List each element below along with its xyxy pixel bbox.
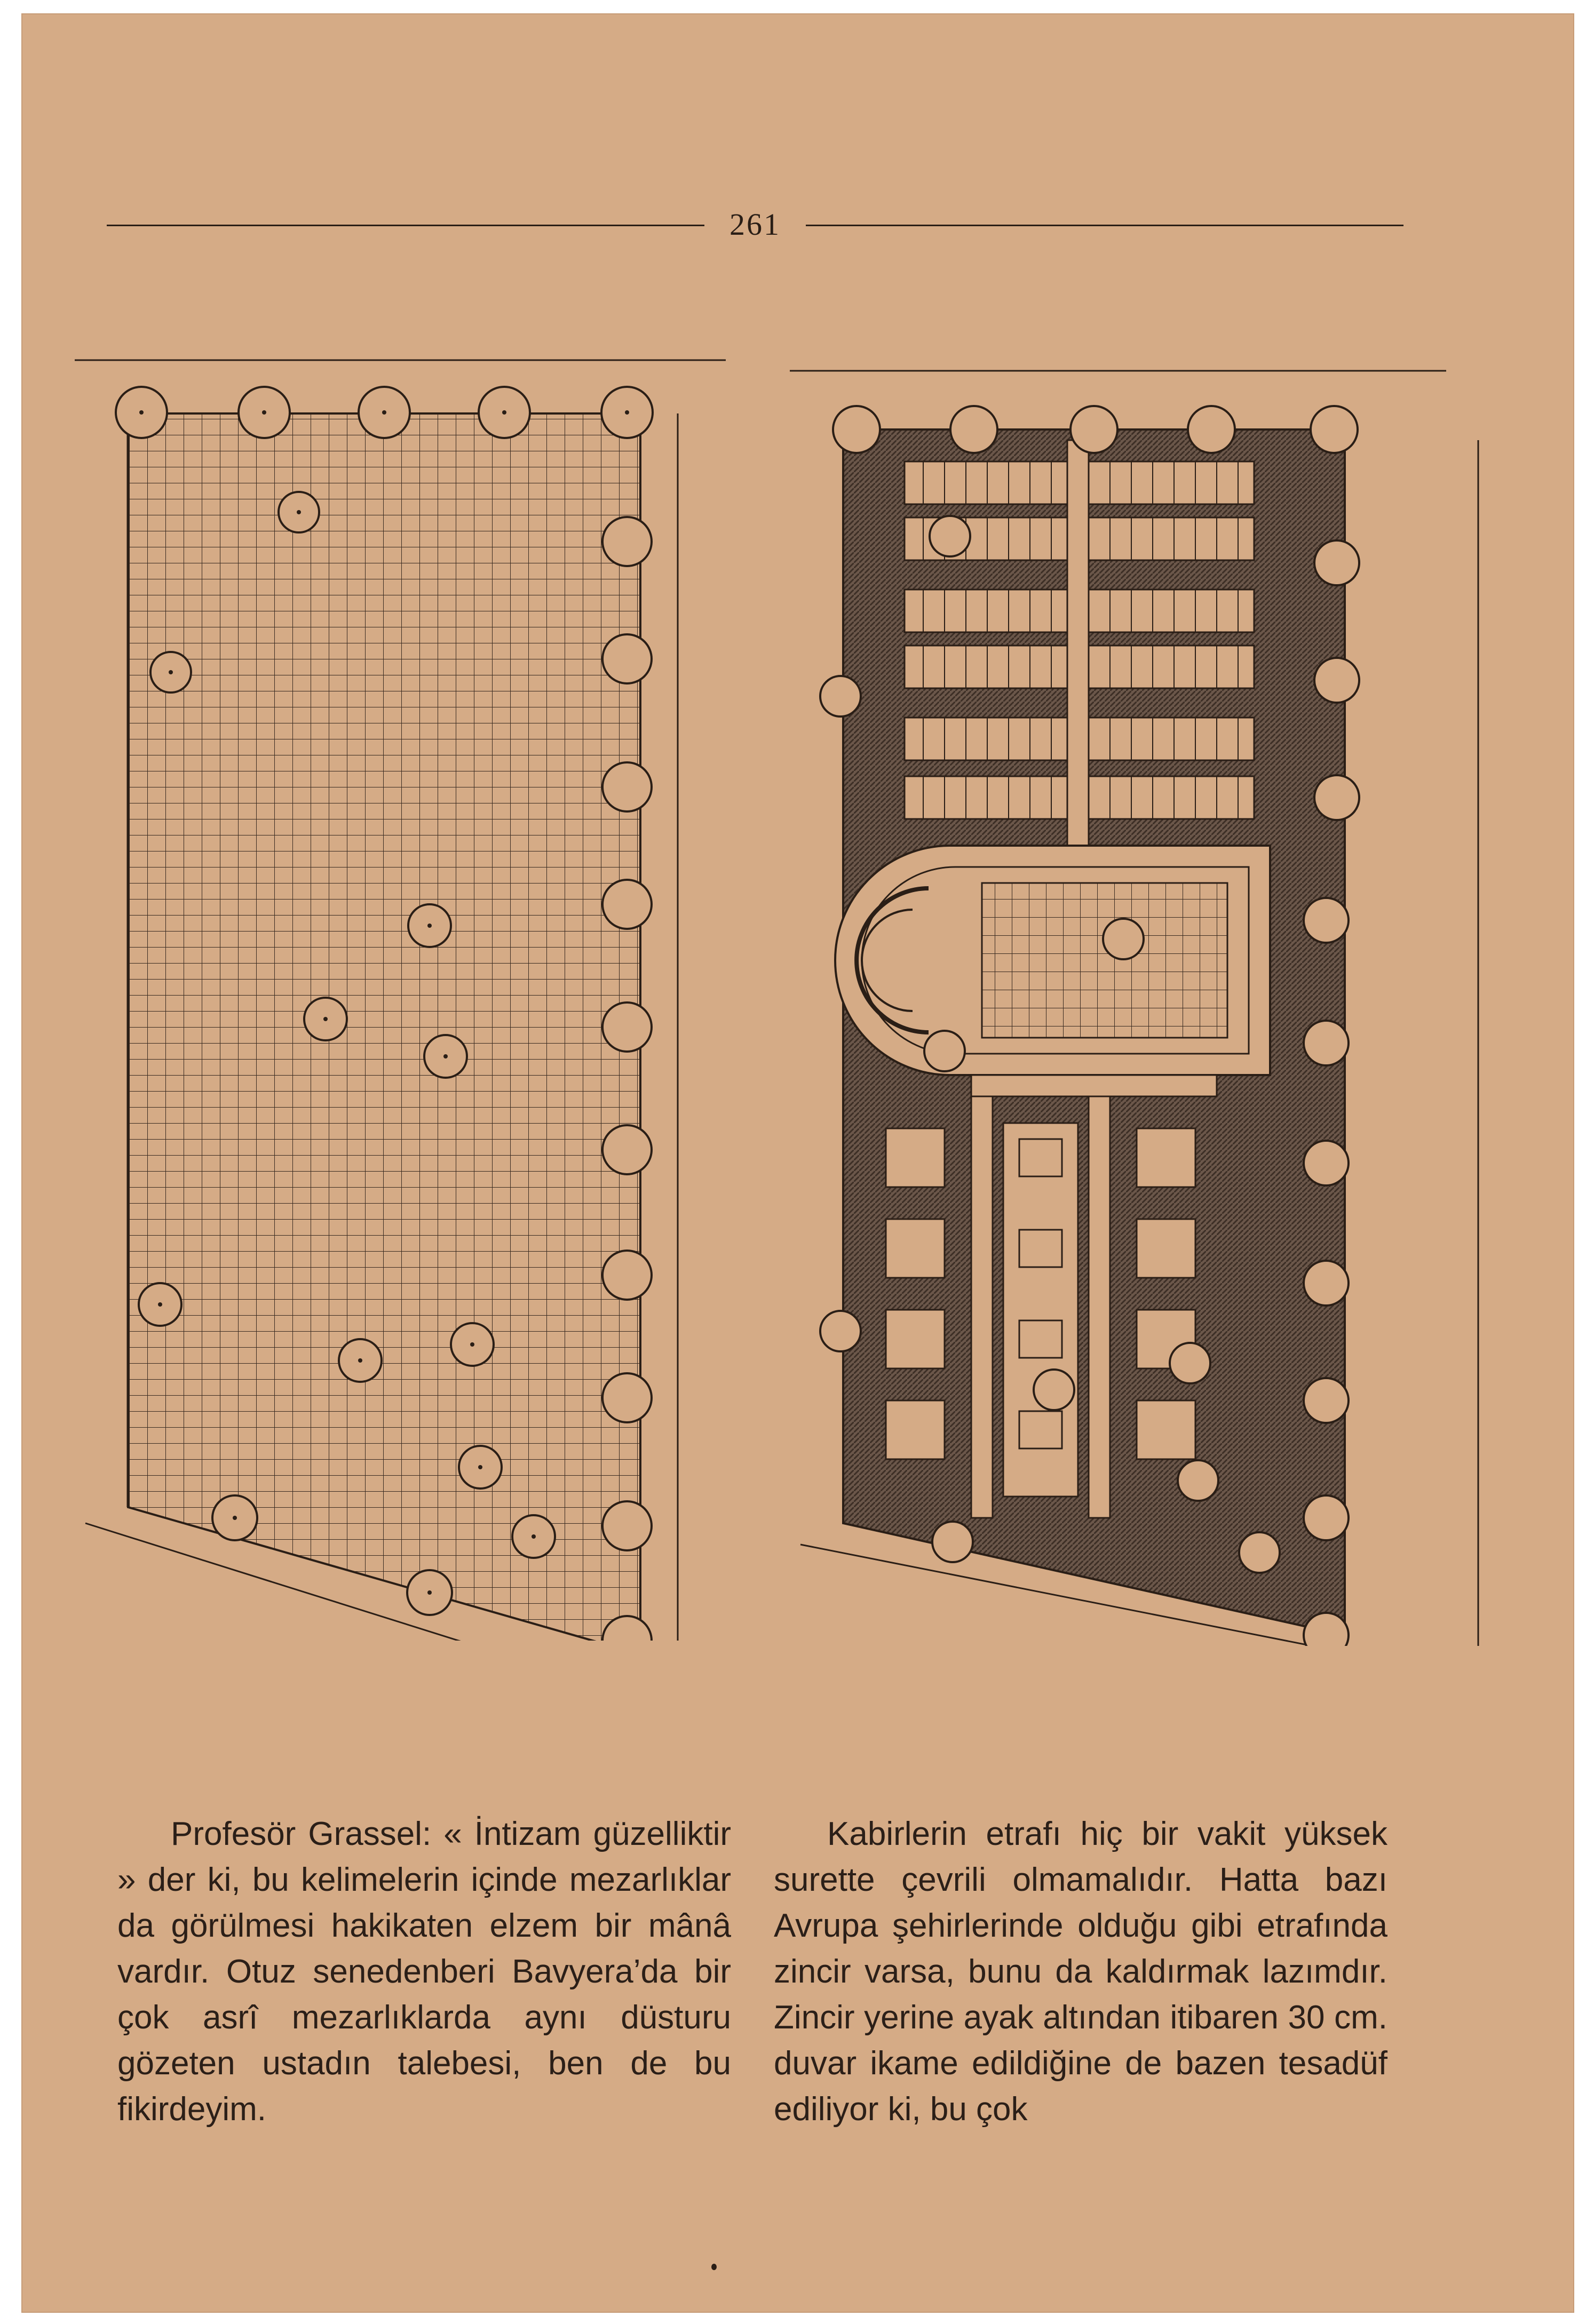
- ink-speck: [711, 2264, 717, 2270]
- page-number: 261: [729, 207, 781, 242]
- left-grid-plan: [75, 339, 736, 1641]
- text-column-right: [774, 1811, 1387, 2132]
- paragraph-right: Kabirlerin etrafı hiç bir vakit yüksek surette çevrili olmamalıdır. Hatta bazı Avrupa şehirlerinde olduğu gibi etrafında zincir varsa, bunu da kaldırmak lazımdır. Zincir yerine ayak altından itibaren 30 cm. duvar ikame edildiğine de bazen tesadüf ediliyor ki, bu çok: [774, 1816, 1387, 2128]
- page-sheet: [21, 13, 1574, 2313]
- right-garden-plan: [790, 355, 1500, 1646]
- text-column-left: [117, 1811, 731, 2132]
- header-rule-left: [107, 225, 704, 226]
- header-rule-right: [806, 225, 1403, 226]
- paragraph-left: Profesör Grassel: « İntizam güzelliktir » der ki, bu kelimelerin içinde mezarlıklar da görülmesi hakikaten elzem bir mânâ vardır. Otuz senedenberi Bavyera’da bir çok asrî mezarlıklarda aynı düsturu gözeten ustadın talebesi, ben de bu fikirdeyim.: [117, 1816, 731, 2128]
